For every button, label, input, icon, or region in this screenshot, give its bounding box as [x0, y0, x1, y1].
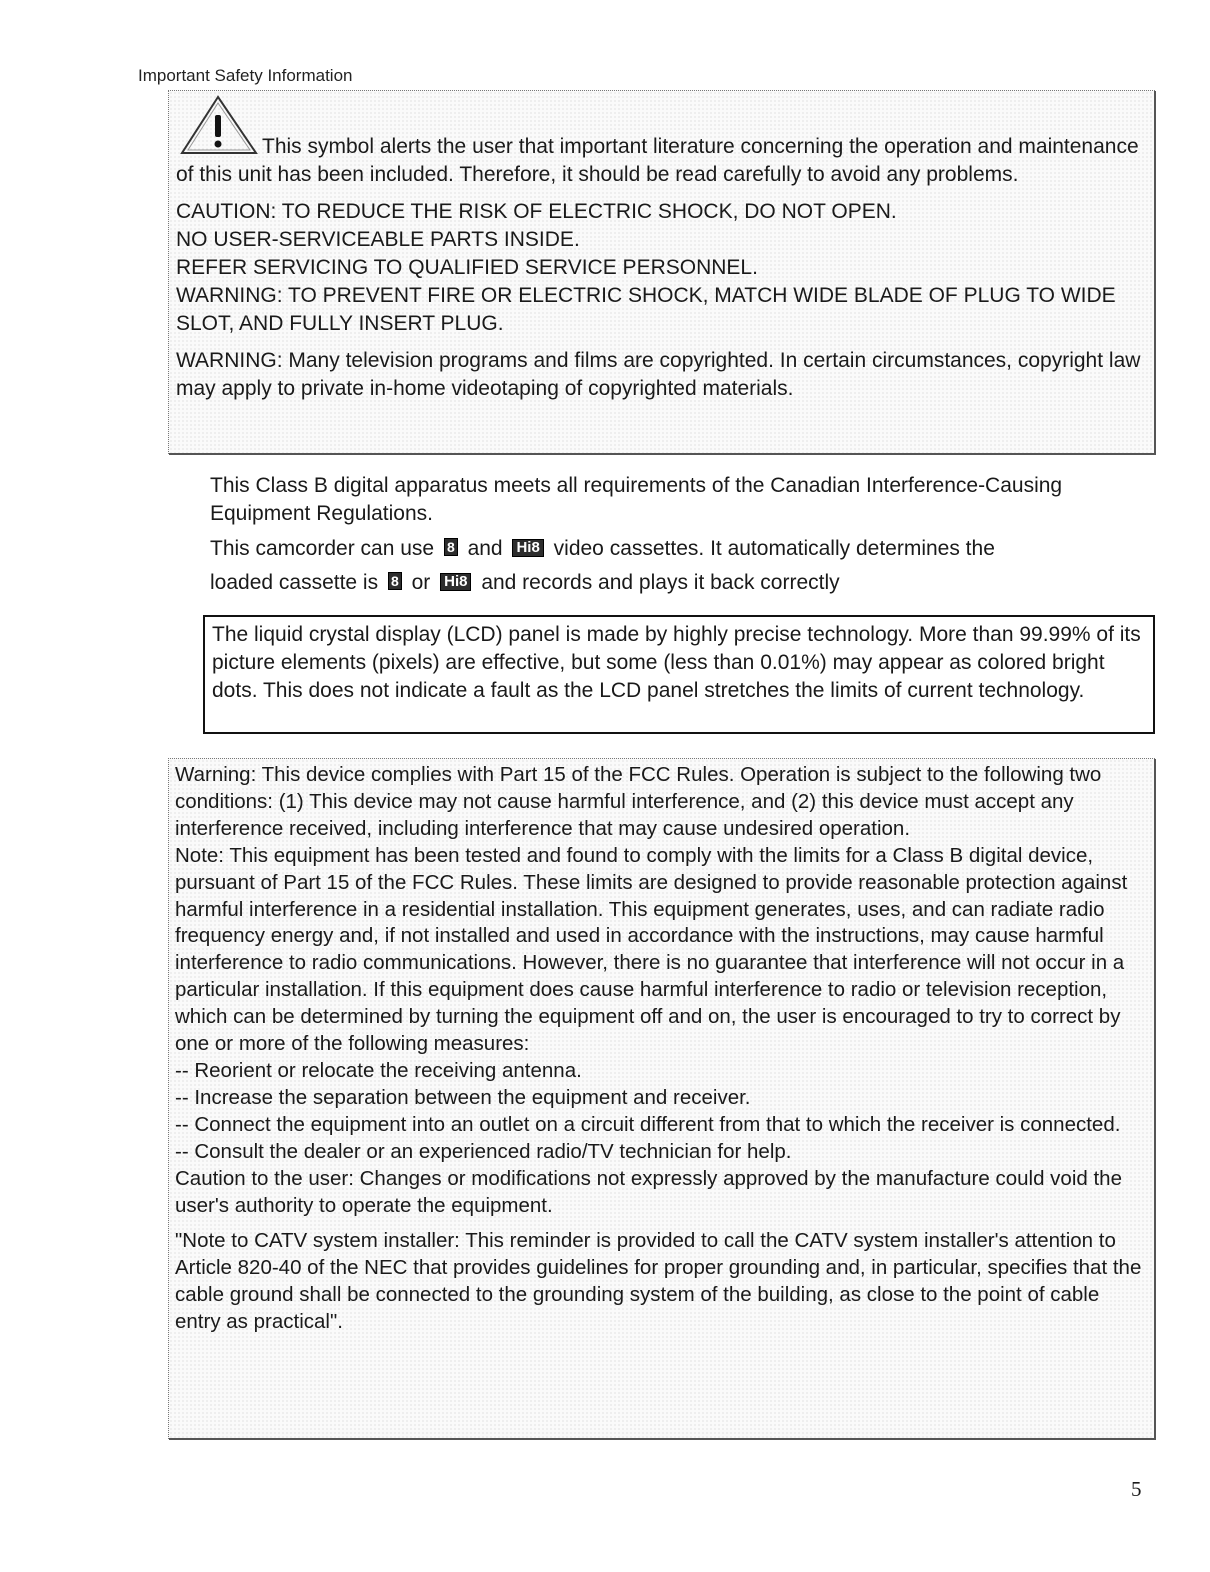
- caution-line: CAUTION: TO REDUCE THE RISK OF ELECTRIC SHOCK, DO NOT OPEN.: [176, 200, 897, 223]
- cassette-text: or: [411, 571, 431, 594]
- cassette-text: video cassettes. It automatically determines the: [553, 537, 995, 560]
- caution-line: WARNING: TO PREVENT FIRE OR ELECTRIC SHOCK, MATCH WIDE BLADE OF PLUG TO WIDE SLOT, AND FULLY INSERT PLUG.: [176, 284, 1116, 335]
- page-header: Important Safety Information: [138, 66, 353, 85]
- lcd-notice-box: [203, 615, 1155, 734]
- cassette-text: and: [467, 537, 503, 560]
- catv-note-text: "Note to CATV system installer: This reminder is provided to call the CATV system installer's attention to Article 820-40 of the NEC that provides guidelines for proper grounding and, in particular, specifies that the cable ground shall be connected to the grounding system of the building, as close to the point of cable entry as practical".: [175, 1229, 1142, 1334]
- cassette-compatibility: [210, 532, 1150, 600]
- canada-statement: This Class B digital apparatus meets all requirements of the Canadian Interference-Causing Equipment Regulations.: [210, 474, 1063, 525]
- cassette-text: and records and plays it back correctly: [481, 571, 840, 594]
- lcd-notice-text: The liquid crystal display (LCD) panel is made by highly precise technology. More than 99.99% of its picture elements (pixels) are effective, but some (less than 0.01%) may appear as colored bright dots. This does not indicate a fault as the LCD panel stretches the limits of current technology.: [212, 623, 1141, 702]
- page-number: 5: [1131, 1477, 1142, 1501]
- cassette-line-2: [210, 566, 1150, 600]
- symbol-intro-text: This symbol alerts the user that important literature concerning the operation and maintenance of this unit has been included. Therefore, it should be read carefully to avoid any problems.: [176, 135, 1139, 186]
- copyright-warning-text: WARNING: Many television programs and films are copyrighted. In certain circumstances, copyright law may apply to private in-home videotaping of copyrighted materials.: [176, 349, 1141, 400]
- fcc-caution-text: Caution to the user: Changes or modifications not expressly approved by the manufacture could void the user's authority to operate the equipment.: [175, 1166, 1122, 1217]
- video8-logo-icon: 8: [388, 572, 402, 590]
- fcc-note-text: Note: This equipment has been tested and found to comply with the limits for a Class B digital device, pursuant of Part 15 of the FCC Rules. These limits are designed to provide reasonable protection against harmful interference in a residential installation. This equipment generates, uses, and can radiate radio frequency energy and, if not installed and used in accordance with the instructions, may cause harmful interference to radio communications. However, there is no guarantee that interference will not occur in a particular installation. If this equipment does cause harmful interference to radio or television reception, which can be determined by turning the equipment off and on, the user is encouraged to try to correct by one or more of the following measures:: [175, 843, 1128, 1056]
- fcc-warning-text: Warning: This device complies with Part 15 of the FCC Rules. Operation is subject to the following two conditions: (1) This device may not cause harmful interference, and (2) this device must accept any interference received, including interference that may cause undesired operation.: [175, 763, 1102, 840]
- video8-logo-icon: 8: [444, 538, 458, 556]
- hi8-logo-icon: Hi8: [512, 539, 543, 557]
- cassette-text: This camcorder can use: [210, 537, 435, 560]
- fcc-notice-box: [168, 758, 1155, 1439]
- safety-warning-box: [168, 90, 1155, 454]
- measure-item: -- Consult the dealer or an experienced radio/TV technician for help.: [175, 1139, 792, 1163]
- caution-line: REFER SERVICING TO QUALIFIED SERVICE PERSONNEL.: [176, 256, 758, 279]
- cassette-line-1: [210, 532, 1150, 566]
- warning-triangle-icon: [178, 93, 258, 157]
- cassette-text: loaded cassette is: [210, 571, 379, 594]
- hi8-logo-icon: Hi8: [440, 573, 471, 591]
- measure-item: -- Reorient or relocate the receiving antenna.: [175, 1058, 582, 1082]
- caution-line: NO USER-SERVICEABLE PARTS INSIDE.: [176, 228, 580, 251]
- measure-item: -- Connect the equipment into an outlet on a circuit different from that to which the receiver is connected.: [175, 1112, 1121, 1136]
- measure-item: -- Increase the separation between the equipment and receiver.: [175, 1085, 751, 1109]
